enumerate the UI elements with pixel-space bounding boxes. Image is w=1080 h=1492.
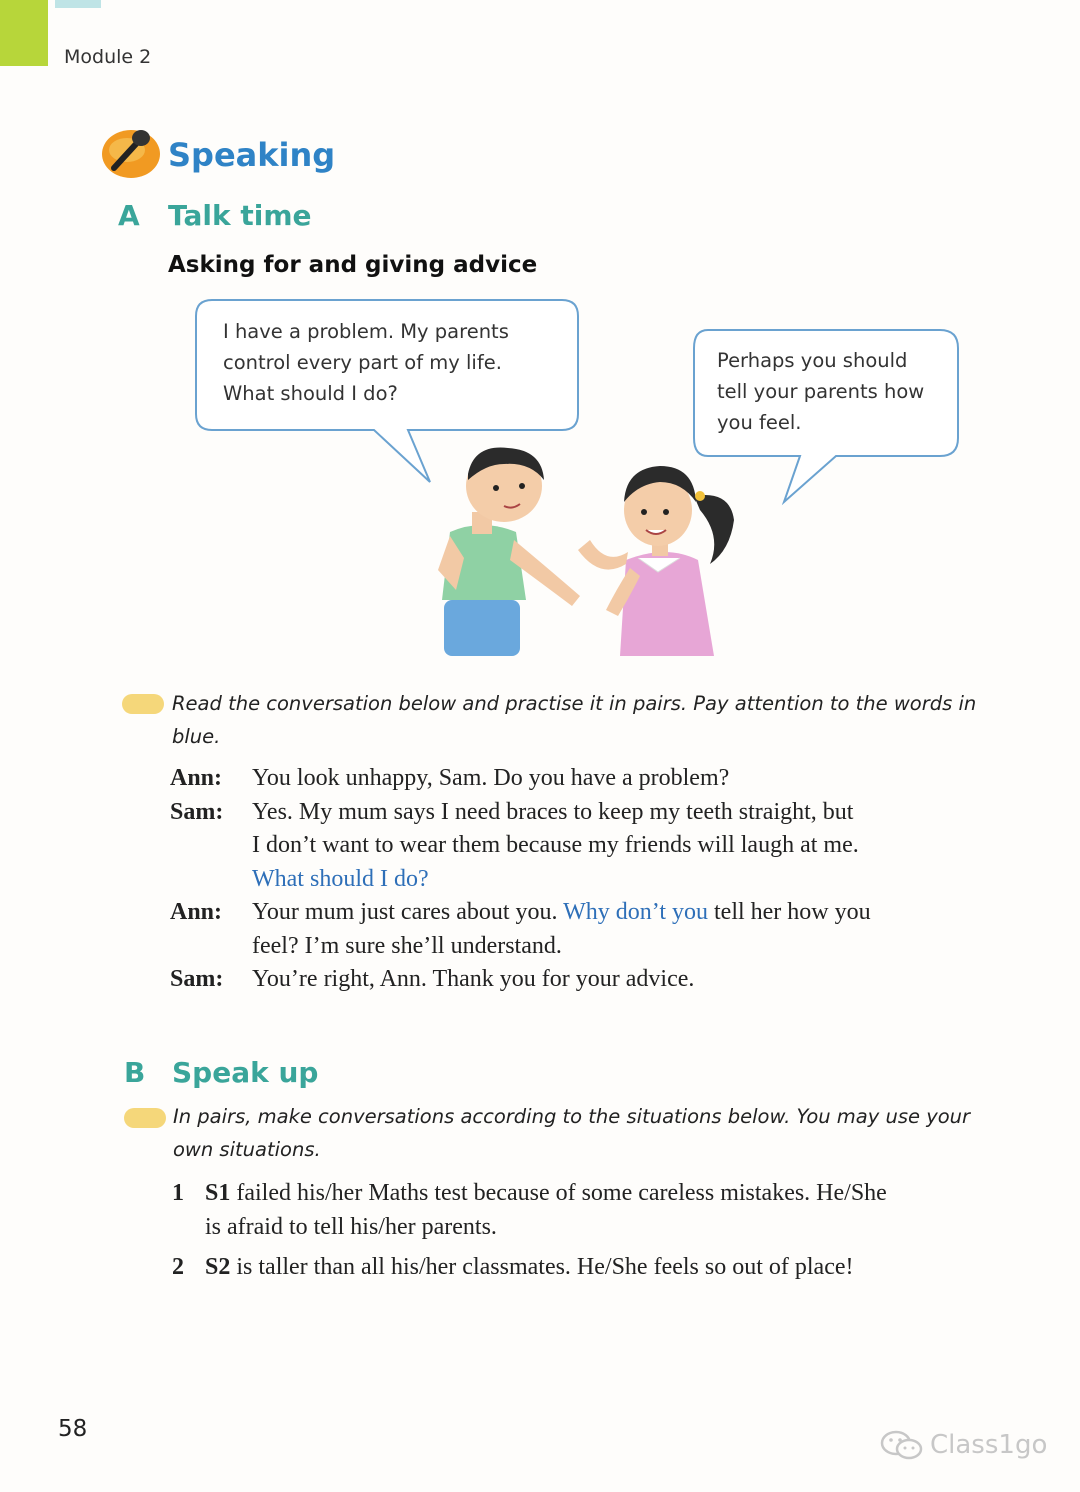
speech-part: You’re right, Ann. Thank you for your advice. xyxy=(252,966,695,992)
boy-figure xyxy=(438,448,580,656)
speech-text xyxy=(252,829,1050,863)
bubble-right-line: you feel. xyxy=(717,411,802,434)
speaker-name: Ann: xyxy=(170,765,223,791)
situation-item xyxy=(172,1176,1052,1244)
wechat-icon xyxy=(880,1429,924,1461)
situation-number: 2 xyxy=(172,1254,184,1280)
bubble-left-line: control every part of my life. xyxy=(223,351,502,374)
speech-part: I don’t want to wear them because my friends will laugh at me. xyxy=(252,832,859,858)
advice-phrase: Why don’t you xyxy=(563,899,708,925)
bubble-left-text xyxy=(223,316,509,409)
speaker-name xyxy=(170,863,252,897)
girl-figure xyxy=(578,466,734,656)
situation-text xyxy=(205,1176,1052,1244)
instruction-marker xyxy=(124,1108,166,1128)
instruction-line: In pairs, make conversations according to the situations below. You may use your xyxy=(173,1105,971,1128)
situation-line xyxy=(205,1176,1052,1210)
speaker-name: Ann: xyxy=(170,899,223,925)
instruction-line: blue. xyxy=(172,725,221,748)
situation-text xyxy=(205,1250,1052,1284)
situation-line-text: is afraid to tell his/her parents. xyxy=(205,1214,497,1240)
module-label: Module 2 xyxy=(64,46,152,68)
speaker-name: Sam: xyxy=(170,798,224,825)
speech-part: tell her how you xyxy=(708,899,871,925)
bubble-left-line: What should I do? xyxy=(223,382,398,405)
instruction-marker xyxy=(122,694,164,714)
speech-part: You look unhappy, Sam. Do you have a problem? xyxy=(252,765,730,791)
watermark xyxy=(880,1428,1050,1462)
watermark-text: Class1go xyxy=(930,1430,1048,1460)
situation-line-text: failed his/her Maths test because of some careless mistakes. He/She xyxy=(230,1180,887,1206)
speech-text xyxy=(252,796,1050,830)
section-b-instruction xyxy=(173,1100,1053,1166)
dialogue-line xyxy=(170,829,1050,863)
situation-item xyxy=(172,1250,1052,1284)
section-a-instruction xyxy=(172,687,1052,753)
situation-line xyxy=(205,1210,1052,1244)
speaking-title: Speaking xyxy=(168,136,336,174)
speech-part: feel? I’m sure she’ll understand. xyxy=(252,932,562,959)
section-a-letter: A xyxy=(118,199,140,232)
microphone-icon xyxy=(100,122,162,180)
speech-text xyxy=(252,863,1050,897)
advice-phrase: What should I do? xyxy=(252,865,429,892)
instruction-line: own situations. xyxy=(173,1138,321,1161)
situation-number: 1 xyxy=(172,1180,184,1206)
dialogue-line xyxy=(170,796,1050,830)
speaker-name: Sam: xyxy=(170,966,224,992)
page-number: 58 xyxy=(58,1416,88,1442)
corner-tab-green xyxy=(0,0,48,66)
situations-list xyxy=(172,1176,1052,1290)
section-b-title: Speak up xyxy=(172,1056,319,1089)
dialogue-line xyxy=(170,762,1050,796)
situation-line xyxy=(205,1250,1052,1284)
bubble-right-line: Perhaps you should xyxy=(717,349,908,372)
bubble-right-line: tell your parents how xyxy=(717,380,925,403)
dialogue-line xyxy=(170,930,1050,964)
speech-part: Your mum just cares about you. xyxy=(252,899,564,925)
section-a-subheading: Asking for and giving advice xyxy=(168,252,538,278)
speech-text xyxy=(252,963,1050,997)
corner-tab-teal xyxy=(55,0,101,8)
speech-part: Yes. My mum says I need braces to keep my teeth straight, but xyxy=(252,798,854,825)
situation-line-text: is taller than all his/her classmates. He/She feels so out of place! xyxy=(230,1254,854,1280)
speech-text xyxy=(252,762,1050,796)
instruction-line: Read the conversation below and practise it in pairs. Pay attention to the words in xyxy=(172,692,977,715)
dialogue-line xyxy=(170,863,1050,897)
bubble-left-line: I have a problem. My parents xyxy=(223,320,509,343)
dialogue-line xyxy=(170,963,1050,997)
kids-illustration xyxy=(430,440,760,656)
student-label: S2 xyxy=(205,1254,231,1280)
dialogue-line xyxy=(170,896,1050,930)
speech-text xyxy=(252,896,1050,930)
section-b-letter: B xyxy=(124,1056,146,1089)
conversation xyxy=(170,762,1050,997)
bubble-right-text xyxy=(717,345,924,438)
section-a-title: Talk time xyxy=(168,199,312,232)
speaker-name xyxy=(170,930,252,964)
speaker-name xyxy=(170,829,252,863)
speech-text xyxy=(252,930,1050,964)
student-label: S1 xyxy=(205,1180,231,1206)
